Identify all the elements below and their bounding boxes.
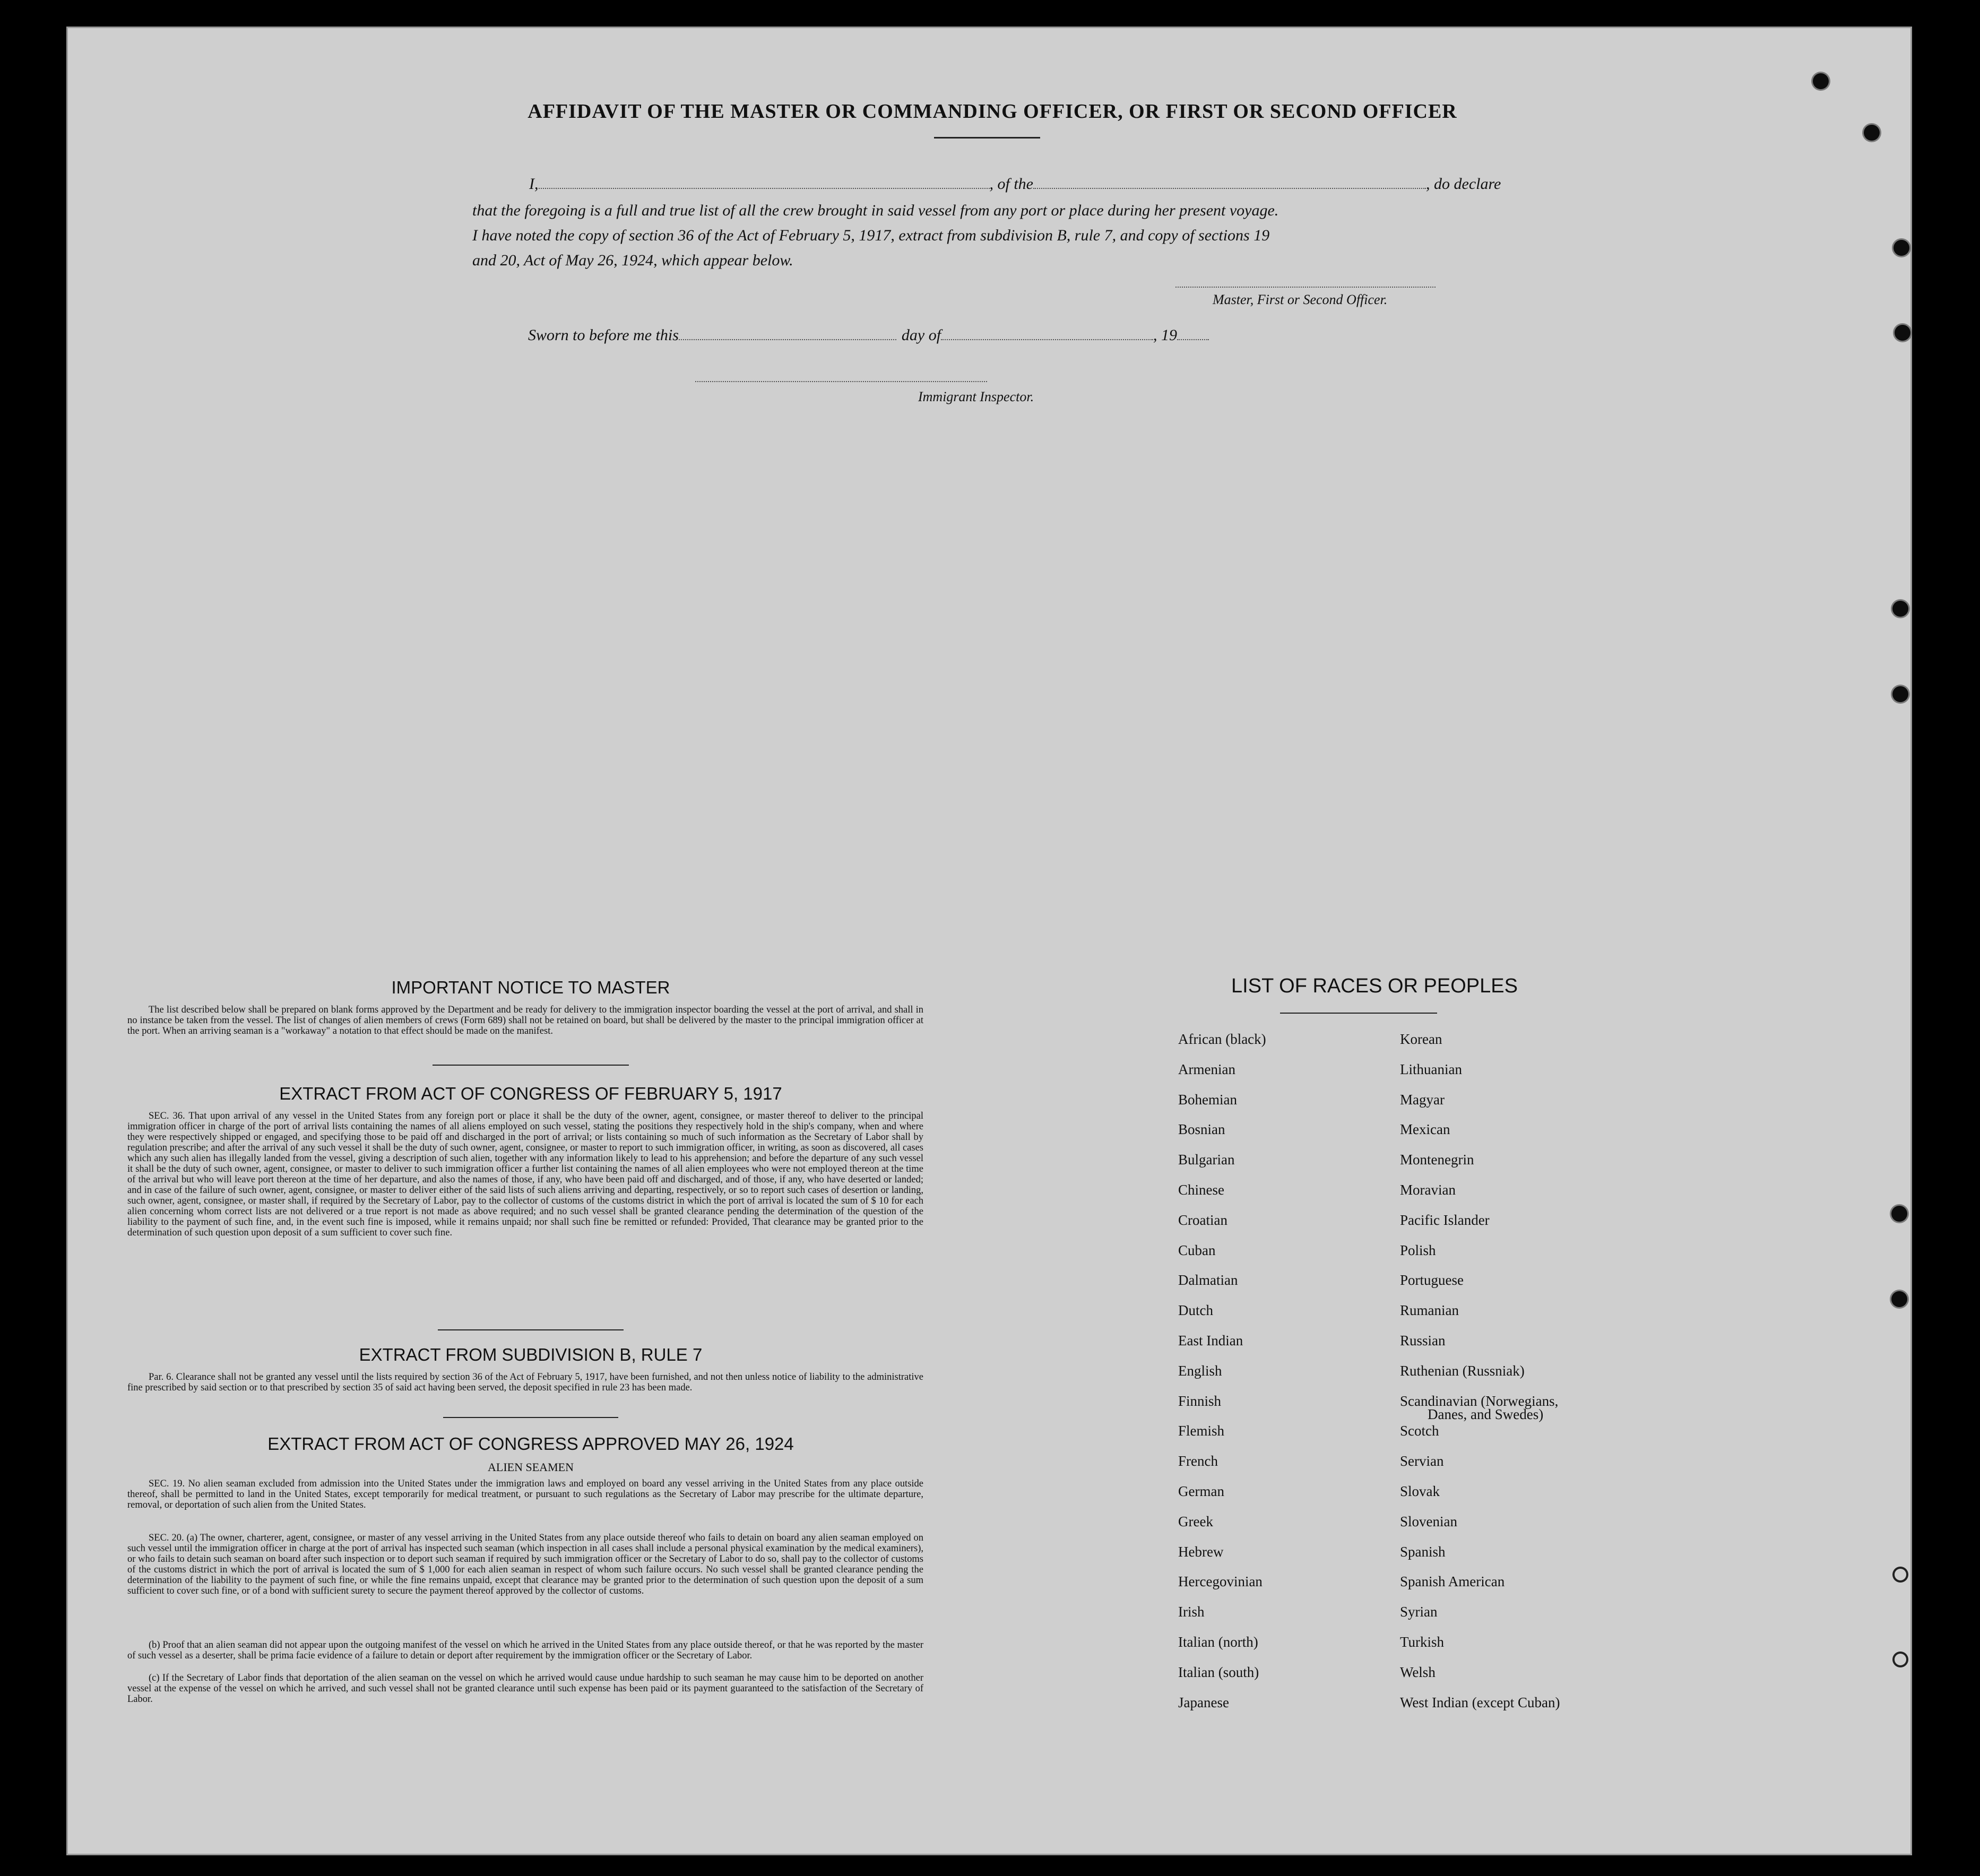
races-title: LIST OF RACES OR PEOPLES [1231, 975, 1518, 997]
race-item: French [1178, 1453, 1218, 1469]
race-item: Danes, and Swedes) [1428, 1406, 1544, 1422]
race-item: Slovenian [1400, 1513, 1457, 1529]
sec-19-text: SEC. 19. No alien seaman excluded from admission into the United States under the immigration laws and employed on board any vessel arriving in the United States from any place outside thereof, shall be permitted to land in the United States, except temporarily for medical treatment, or pursuant to such regulations as the Secretary of Labor may prescribe for the ultimate departure, removal, or deportation of such alien from the United States. [127, 1479, 923, 1510]
race-item: Pacific Islander [1400, 1212, 1490, 1228]
race-item: Korean [1400, 1031, 1442, 1047]
title-rule [934, 137, 1040, 139]
extract-1917-text: SEC. 36. That upon arrival of any vessel in the United States from any foreign port or place it shall be the duty of the owner, agent, consignee, or master thereof to deliver to the principal immigration officer in charge of the port of arrival lists containing the names of all aliens employed on such vessel, stating the positions they respectively hold in the ship's company, when and where they were respectively shipped or engaged, and specifying those to be paid off and discharged in the port of arrival; or lists containing so much of such information as the Secretary of Labor shall by regulation prescribe; and after the arrival of any such vessel it shall be the duty of such owner, agent, consignee, or master to report to such immigration officer, in writing, as soon as discovered, all cases which any such alien has illegally landed from the vessel, giving a description of such alien, together with any information likely to lead to his apprehension; and before the departure of any such vessel it shall be the duty of such owner, agent, consignee, or master to deliver to such immigration officer a further list containing the names of all alien employees who were not employed thereon at the time of the arrival but who will leave port thereon at the time of her departure, and also the names of those, if any, who have been paid off and discharged, and of those, if any, who have deserted or landed; and in case of the failure of such owner, agent, consignee, or master to deliver either of the said lists of such aliens arriving and departing, respectively, or so to report such cases of desertion or landing, such owner, agent, consignee, or master shall, if required by the Secretary of Labor, pay to the collector of customs of the customs district in which the port of arrival is located the sum of $ 10 for each alien concerning whom correct lists are not delivered or a true report is not made as above required; and no such vessel shall be granted clearance pending the determination of the question of the liability to the payment of such fine, and, in the event such fine is imposed, while it remains unpaid; nor shall such fine be remitted or refunded: Provided, That clearance may be granted prior to the determination of such question upon deposit of a sum sufficient to cover such fine. [127, 1111, 923, 1238]
race-item: Dalmatian [1178, 1272, 1238, 1289]
race-item: Finnish [1178, 1393, 1222, 1409]
race-item: Polish [1400, 1242, 1436, 1258]
race-item: Russian [1400, 1333, 1446, 1348]
extract-1924-subtitle: ALIEN SEAMEN [488, 1460, 574, 1474]
declaration-declare: , do declare [1426, 175, 1501, 193]
sec-20a-text: SEC. 20. (a) The owner, charterer, agent, consignee, or master of any vessel arriving in the United States from any place outside thereof who fails to detain on board any alien seaman employed on such vessel until the immigration officer in charge at the port of arrival has inspected such seaman (which inspection in all cases shall include a personal physical examination by the medical examiners), or who fails to detain such seaman on board after such inspection or to deport such seaman if required by such immigration officer or the Secretary of Labor to do so, shall pay to the collector of customs of the customs district in which the port of arrival is located the sum of $ 1,000 for each alien seaman in respect of whom such failure occurs. No such vessel shall be granted clearance pending the determination of the liability to the payment of such fine, or while the fine remains unpaid, except that clearance may be granted prior to the determination of such question upon the deposit of a sum sufficient to cover such fine, or of a bond with sufficient surety to secure the payment thereof approved by the collector of customs. [127, 1533, 923, 1596]
race-item: Dutch [1178, 1302, 1213, 1319]
name-field[interactable] [539, 187, 990, 189]
master-signature-field[interactable] [1175, 287, 1436, 288]
declaration-text-2: that the foregoing is a full and true list of all the crew brought in said vessel from any port or place during her present voyage. [472, 202, 1279, 219]
sworn-day-field[interactable] [679, 339, 896, 340]
race-item: Spanish [1400, 1543, 1446, 1560]
master-signature-label: Master, First or Second Officer. [1213, 292, 1388, 307]
binder-hole-icon [1891, 1206, 1907, 1222]
race-item: Montenegrin [1400, 1152, 1474, 1168]
binder-hole-icon [1892, 1567, 1908, 1583]
binder-hole-icon [1892, 686, 1908, 702]
declaration-i: I, [529, 175, 539, 193]
binder-hole-icon [1892, 601, 1908, 617]
race-item: Croatian [1178, 1212, 1227, 1228]
binder-hole-icon [1864, 125, 1880, 141]
inspector-signature-field[interactable] [695, 381, 987, 382]
sec-20b-text: (b) Proof that an alien seaman did not appear upon the outgoing manifest of the vessel on which he arrived in the United States from any place outside thereof, or that he was reported by the master of such vessel as a deserter, shall be prima facie evidence of a failure to detain or deport after requirement by the immigration officer or the Secretary of Labor. [127, 1640, 923, 1661]
race-item: Lithuanian [1400, 1061, 1462, 1077]
race-item: Greek [1178, 1513, 1213, 1529]
race-item: East Indian [1178, 1333, 1243, 1348]
sworn-label: Sworn to before me this [528, 326, 679, 344]
vessel-field[interactable] [1033, 187, 1426, 189]
race-item: Moravian [1400, 1182, 1456, 1198]
race-item: Servian [1400, 1453, 1444, 1469]
race-item: West Indian (except Cuban) [1400, 1694, 1560, 1710]
binder-hole-icon [1892, 1652, 1908, 1667]
races-rule [1280, 1013, 1437, 1014]
race-item: Irish [1178, 1604, 1205, 1620]
sworn-year-field[interactable] [1177, 339, 1209, 340]
race-item: Armenian [1178, 1061, 1235, 1077]
race-item: Hercegovinian [1178, 1574, 1263, 1590]
race-item: Japanese [1178, 1694, 1229, 1710]
race-item: Hebrew [1178, 1543, 1224, 1560]
notice-title: IMPORTANT NOTICE TO MASTER [391, 978, 670, 997]
race-item: Chinese [1178, 1182, 1224, 1198]
race-item: Turkish [1400, 1634, 1445, 1650]
race-item: Bohemian [1178, 1091, 1237, 1108]
sworn-line [528, 326, 1568, 344]
declaration-text-4: and 20, Act of May 26, 1924, which appear below. [472, 252, 793, 269]
day-of-label: day of [901, 326, 941, 344]
race-item: Flemish [1178, 1423, 1225, 1439]
race-item: Mexican [1400, 1121, 1450, 1138]
inspector-signature-label: Immigrant Inspector. [918, 389, 1034, 404]
race-item: Bulgarian [1178, 1152, 1235, 1168]
binder-hole-icon [1893, 240, 1909, 256]
race-item: Italian (south) [1178, 1664, 1259, 1680]
declaration-line [472, 175, 1512, 193]
race-item: Spanish American [1400, 1574, 1505, 1590]
race-item: Italian (north) [1178, 1634, 1258, 1650]
race-item: Welsh [1400, 1664, 1436, 1680]
binder-hole-icon [1891, 1291, 1907, 1307]
race-item: African (black) [1178, 1031, 1266, 1047]
extract-rule7-text: Par. 6. Clearance shall not be granted any vessel until the lists required by section 36 of the Act of February 5, 1917, have been furnished, and not then unless notice of liability to the administrative fine prescribed by said section or to that prescribed by section 35 of said act having been served, the deposit specified in rule 23 has been made. [127, 1372, 923, 1393]
extract-1924-title: EXTRACT FROM ACT OF CONGRESS APPROVED MAY 26, 1924 [267, 1434, 794, 1454]
race-item: Magyar [1400, 1091, 1445, 1108]
sworn-month-field[interactable] [941, 339, 1153, 340]
race-item: English [1178, 1362, 1222, 1379]
race-item: Cuban [1178, 1242, 1216, 1258]
section-rule [443, 1417, 618, 1418]
race-item: Scandinavian (Norwegians, [1400, 1393, 1559, 1409]
section-rule [433, 1065, 629, 1066]
race-item: Rumanian [1400, 1302, 1459, 1319]
extract-rule7-title: EXTRACT FROM SUBDIVISION B, RULE 7 [359, 1345, 703, 1364]
race-item: Portuguese [1400, 1272, 1464, 1289]
race-item: Slovak [1400, 1483, 1440, 1499]
year-label: , 19 [1153, 326, 1178, 344]
extract-1917-title: EXTRACT FROM ACT OF CONGRESS OF FEBRUARY 5, 1917 [279, 1084, 782, 1103]
affidavit-title: AFFIDAVIT OF THE MASTER OR COMMANDING OFFICER, OR FIRST OR SECOND OFFICER [528, 100, 1457, 123]
binder-hole-icon [1895, 325, 1910, 341]
race-item: Ruthenian (Russniak) [1400, 1362, 1525, 1379]
declaration-text-3: I have noted the copy of section 36 of the Act of February 5, 1917, extract from subdivision B, rule 7, and copy of sections 19 [472, 227, 1270, 244]
sec-20c-text: (c) If the Secretary of Labor finds that deportation of the alien seaman on the vessel on which he arrived would cause undue hardship to such seaman he may cause him to be deported on another vessel at the expense of the vessel on which he arrived, and such vessel shall not be granted clearance until such expense has been paid or its payment guaranteed to the satisfaction of the Secretary of Labor. [127, 1673, 923, 1705]
notice-text: The list described below shall be prepared on blank forms approved by the Department and be ready for delivery to the immigration inspector boarding the vessel at the port of arrival, and shall in no instance be taken from the vessel. The list of changes of alien members of crews (Form 689) shall not be retained on board, but shall be delivered by the master to the principal immigration officer at the port. When an arriving seaman is a "workaway" a notation to that effect should be made on the manifest. [127, 1005, 923, 1036]
race-item: Bosnian [1178, 1121, 1225, 1138]
race-item: Syrian [1400, 1604, 1438, 1620]
race-item: German [1178, 1483, 1224, 1499]
binder-hole-icon [1813, 73, 1829, 89]
race-item: Scotch [1400, 1423, 1439, 1439]
section-rule [438, 1329, 624, 1330]
declaration-of: , of the [989, 175, 1033, 193]
